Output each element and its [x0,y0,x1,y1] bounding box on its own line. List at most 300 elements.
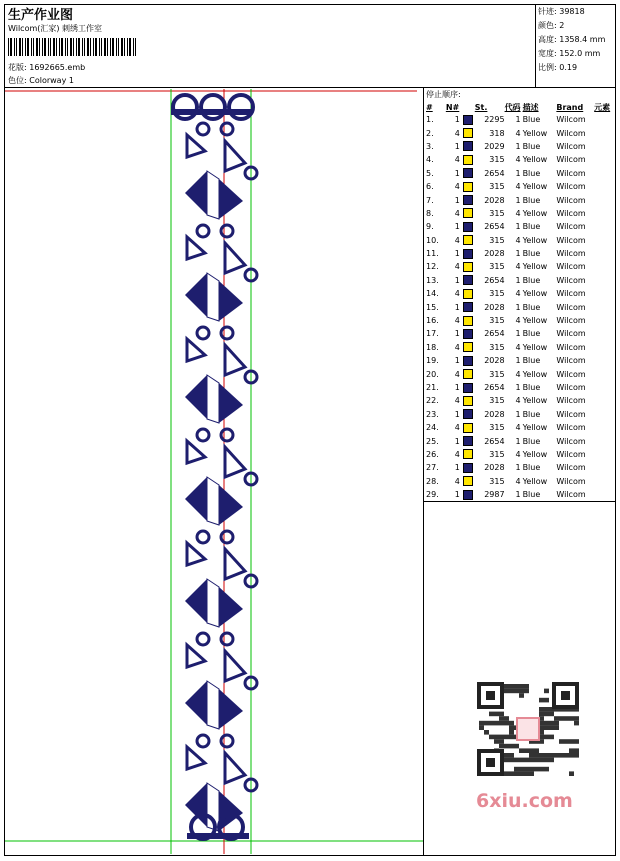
barcode-bar [93,38,94,56]
barcode-bar [135,38,136,56]
qr-module [514,771,519,776]
table-row [424,140,620,153]
barcode-bar [14,38,15,56]
stat-scale: 比例: 0.19 [538,63,578,72]
cell-stitches: 2654 [484,383,505,392]
cell-swatch [462,394,475,407]
barcode-bar [95,38,97,56]
cell-swatch [462,381,475,394]
cell-swatch [462,153,475,166]
color-swatch [463,141,473,151]
ornament-ring [173,95,197,119]
cell-needle: 1 [454,195,460,205]
cell-stitches: 315 [489,182,505,192]
table-row [424,300,620,313]
qr-module [539,753,544,758]
cell-swatch [462,448,475,461]
cell-index: 21. [426,383,439,392]
cell-element [594,327,620,340]
cell-stitches: 2028 [484,409,505,419]
color-swatch [463,302,473,312]
qr-module [569,753,574,758]
qr-module [574,739,579,744]
barcode-bar [19,38,21,56]
motif-triangle-solid [219,383,243,423]
cell-needle: 4 [454,128,460,138]
cell-index: 3. [426,141,434,151]
qr-module [499,712,504,717]
qr-module [534,748,539,753]
barcode-bar [42,38,43,56]
barcode-bar [116,38,117,56]
motif-ring [221,429,233,441]
cell-stitches: 2654 [484,168,505,178]
cell-brand: Wilcom [556,141,586,151]
qr-module [499,735,504,740]
color-swatch [463,262,473,272]
qr-module [544,721,549,726]
cell-brand: Wilcom [556,275,586,285]
qr-code-icon [471,680,585,780]
qr-module [499,721,504,726]
motif-triangle-solid [219,791,243,831]
cell-code: 1 [515,409,521,419]
ornament-ring [201,95,225,119]
barcode-bar [59,38,60,56]
cell-swatch [462,314,475,327]
cell-stitches: 318 [489,128,505,138]
cell-stitches: 315 [489,262,505,272]
barcode-bar [124,38,125,56]
qr-module [524,771,529,776]
qr-module [514,767,519,772]
cell-needle: 4 [454,423,460,433]
cell-needle: 1 [454,141,460,151]
cell-swatch [462,434,475,447]
motif-divider [207,273,219,321]
cell-swatch [462,354,475,367]
cell-element [594,367,620,380]
qr-module [564,753,569,758]
cell-index: 2. [426,128,434,138]
qr-module [549,725,554,730]
cell-needle: 1 [454,383,460,392]
cell-stitches: 315 [489,316,505,326]
cell-brand: Wilcom [556,168,586,178]
qr-module [489,735,494,740]
qr-module [569,739,574,744]
cell-brand: Wilcom [556,222,586,232]
cell-stitches: 315 [489,449,505,459]
motif-ring [197,429,209,441]
table-row [424,167,620,180]
qr-module [564,716,569,721]
cell-index: 11. [426,249,439,259]
qr-module [574,753,579,758]
cell-brand: Wilcom [556,329,586,339]
qr-module [519,693,524,698]
barcode-bar [82,38,83,56]
cell-element [594,314,620,327]
cell-swatch [462,193,475,206]
qr-module [544,758,549,763]
cell-code: 4 [515,423,521,433]
cell-brand: Wilcom [556,463,586,473]
barcode-bar [84,38,85,56]
barcode-bar [99,38,100,56]
cell-brand: Wilcom [556,289,586,299]
barcode-bar [8,38,9,56]
motif-triangle-solid [185,783,207,827]
qr-module [544,712,549,717]
cell-swatch [462,220,475,233]
barcode-bar [90,38,91,56]
barcode-bar [67,38,68,56]
cell-needle: 1 [454,302,460,312]
colorway-info [8,75,74,86]
cell-index: 15. [426,302,439,312]
cell-swatch [462,461,475,474]
barcode-bar [61,38,63,56]
qr-module [524,684,529,689]
cell-index: 28. [426,476,439,486]
qr-module [504,684,509,689]
cell-element [594,180,620,193]
cell-description: Blue [522,168,541,178]
cell-stitches: 315 [489,208,505,218]
cell-code: 1 [515,302,521,312]
cell-stitches: 2654 [484,275,505,285]
motif-triangle-outline [225,141,245,171]
cell-code: 1 [515,249,521,259]
table-row [424,260,620,273]
cell-needle: 1 [454,463,460,473]
cell-element [594,260,620,273]
cell-needle: 1 [454,490,460,500]
cell-needle: 1 [454,356,460,366]
qr-module [494,739,499,744]
table-row [424,113,620,126]
cell-needle: 1 [454,222,460,232]
barcode-bar [25,38,26,56]
motif-triangle-solid [185,477,207,521]
table-row [424,461,620,474]
motif-triangle-outline [225,651,245,681]
cell-stitches: 315 [489,342,505,352]
cell-index: 22. [426,396,439,406]
qr-module [504,735,509,740]
table-row [424,354,620,367]
cell-code: 1 [515,275,521,285]
cell-description: Blue [522,249,541,259]
cell-stitches: 2987 [484,490,505,500]
qr-module [559,739,564,744]
qr-module [544,735,549,740]
cell-element [594,126,620,139]
qr-module [539,712,544,717]
motif-triangle-solid [219,587,243,627]
cell-swatch [462,488,475,501]
color-swatch [463,449,473,459]
cell-description: Blue [522,222,541,232]
qr-module [489,721,494,726]
barcode-bar [101,38,102,56]
qr-module [504,758,509,763]
qr-module [519,767,524,772]
cell-swatch [462,300,475,313]
motif-triangle-outline [187,135,205,157]
qr-module [549,712,554,717]
cell-description: Yellow [522,449,548,459]
cell-element [594,167,620,180]
color-swatch [463,463,473,473]
cell-description: Blue [522,115,541,125]
color-swatch [463,275,473,285]
qr-module [554,716,559,721]
color-swatch [463,369,473,379]
qr-module [539,707,544,712]
motif-triangle-outline [225,345,245,375]
cell-needle: 4 [454,396,460,406]
qr-module [514,689,519,694]
stat-width: 宽度: 152.0 mm [538,49,601,58]
motif-divider [207,375,219,423]
motif-triangle-solid [219,281,243,321]
cell-index: 7. [426,195,434,205]
motif-triangle-outline [225,549,245,579]
stat-height: 高度: 1358.4 mm [538,35,606,44]
motif-divider [207,579,219,627]
cell-brand: Wilcom [556,423,586,433]
cell-element [594,193,620,206]
cell-needle: 1 [454,168,460,178]
table-row [424,327,620,340]
cell-element [594,153,620,166]
table-row [424,247,620,260]
qr-module [534,758,539,763]
table-row [424,448,620,461]
cell-stitches: 2654 [484,222,505,232]
cell-description: Blue [522,383,541,392]
table-row [424,180,620,193]
qr-module [529,753,534,758]
cell-brand: Wilcom [556,195,586,205]
cell-code: 1 [515,115,521,125]
cell-stitches: 2028 [484,356,505,366]
color-swatch [463,222,473,232]
color-swatch [463,396,473,406]
qr-module [544,767,549,772]
cell-description: Blue [522,409,541,419]
color-swatch [463,490,473,500]
stat-stitches: 针迹: 39818 [538,7,585,16]
cell-stitches: 2028 [484,195,505,205]
cell-code: 4 [515,182,521,192]
color-swatch [463,342,473,352]
qr-finder-core [561,691,570,700]
color-swatch [463,423,473,433]
cell-code: 1 [515,356,521,366]
qr-module [494,712,499,717]
cell-index: 19. [426,356,439,366]
cell-element [594,381,620,394]
motif-ring [221,123,233,135]
color-swatch [463,316,473,326]
cell-index: 14. [426,289,439,299]
qr-module [509,735,514,740]
motif-triangle-solid [219,179,243,219]
cell-brand: Wilcom [556,476,586,486]
qr-module [504,716,509,721]
qr-module [519,758,524,763]
barcode-bar [31,38,32,56]
page-title: 生产作业图 [8,8,74,23]
cell-description: Yellow [522,155,548,165]
qr-module [554,721,559,726]
barcode-bar [133,38,134,56]
cell-code: 4 [515,235,521,245]
cell-description: Blue [522,463,541,473]
cell-index: 13. [426,275,439,285]
color-swatch [463,115,473,125]
col-header-description: 描述 [522,102,539,112]
cell-index: 29. [426,490,439,500]
cell-swatch [462,126,475,139]
qr-module [504,689,509,694]
table-row [424,314,620,327]
cell-needle: 1 [454,436,460,446]
motif-ring [221,735,233,747]
stats-divider [535,4,536,87]
color-swatch [463,409,473,419]
qr-module [524,767,529,772]
cell-needle: 1 [454,249,460,259]
qr-module [554,725,559,730]
table-row [424,341,620,354]
qr-module [574,721,579,726]
cell-swatch [462,287,475,300]
motif-triangle-solid [219,485,243,525]
cell-stitches: 2654 [484,436,505,446]
cell-element [594,461,620,474]
cell-swatch [462,367,475,380]
qr-module [484,730,489,735]
cell-stitches: 2029 [484,141,505,151]
qr-module [509,758,514,763]
cell-index: 25. [426,436,439,446]
cell-brand: Wilcom [556,356,586,366]
cell-description: Blue [522,195,541,205]
table-row [424,381,620,394]
cell-index: 23. [426,409,439,419]
color-swatch [463,168,473,178]
barcode-bar [65,38,66,56]
motif-triangle-solid [185,375,207,419]
qr-module [529,771,534,776]
col-header-needle: N# [445,102,460,112]
cell-element [594,234,620,247]
cell-description: Yellow [522,128,548,138]
motif-ring [197,123,209,135]
file-name: 1692665.emb [29,63,86,72]
cell-code: 1 [515,490,521,500]
motif-divider [207,681,219,729]
cell-needle: 4 [454,342,460,352]
cell-code: 1 [515,222,521,232]
motif-triangle-outline [225,753,245,783]
cell-code: 1 [515,329,521,339]
motif-triangle-solid [185,273,207,317]
barcode-bar [78,38,80,56]
barcode-bar [10,38,12,56]
cell-needle: 1 [454,329,460,339]
cell-code: 4 [515,128,521,138]
qr-module [524,689,529,694]
cell-needle: 4 [454,208,460,218]
barcode-bar [104,38,106,56]
cell-swatch [462,180,475,193]
color-swatch [463,329,473,339]
cell-description: Blue [522,329,541,339]
qr-finder-core [486,758,495,767]
cell-code: 4 [515,449,521,459]
qr-module [544,698,549,703]
qr-module [539,698,544,703]
motif-triangle-outline [225,447,245,477]
cell-description: Yellow [522,396,548,406]
cell-swatch [462,341,475,354]
file-info [8,62,85,73]
motif-triangle-solid [185,681,207,725]
qr-module [489,712,494,717]
color-swatch [463,155,473,165]
cell-needle: 4 [454,182,460,192]
table-row [424,367,620,380]
cell-needle: 4 [454,155,460,165]
design-stats [538,5,605,75]
barcode-bar [39,38,40,56]
barcode-bar [48,38,49,56]
cell-needle: 4 [454,316,460,326]
color-swatch [463,249,473,259]
cell-stitches: 2028 [484,463,505,473]
qr-module [519,771,524,776]
cell-element [594,448,620,461]
cell-index: 6. [426,182,434,192]
qr-module [509,721,514,726]
cell-index: 17. [426,329,439,339]
barcode-bar [22,38,23,56]
qr-module [509,725,514,730]
col-header-stitches: St. [474,102,488,112]
motif-ring [221,633,233,645]
cell-swatch [462,207,475,220]
cell-element [594,421,620,434]
barcode-bar [53,38,55,56]
table-header-row [424,101,620,113]
barcode-bar [56,38,57,56]
qr-module [544,689,549,694]
cell-brand: Wilcom [556,342,586,352]
qr-module [504,721,509,726]
barcode-bar [16,38,17,56]
qr-module [524,758,529,763]
qr-module [504,753,509,758]
cell-swatch [462,475,475,488]
qr-module [569,771,574,776]
cell-needle: 4 [454,262,460,272]
cell-description: Yellow [522,316,548,326]
